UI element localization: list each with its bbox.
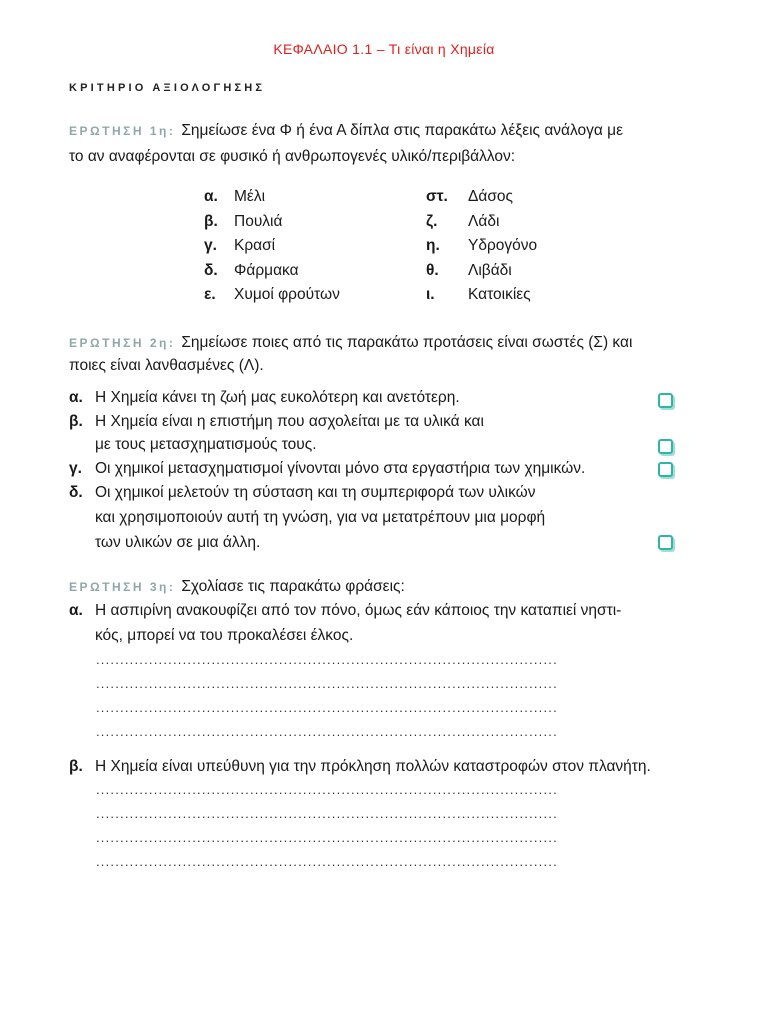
question-1-line-1: ΕΡΩΤΗΣΗ 1η: Σημείωσε ένα Φ ή ένα Α δίπλα στις παρακάτω λέξεις ανάλογα με [69,122,623,139]
statement-line: δ. Οι χημικοί μελετούν τη σύσταση και τη συμπεριφορά των υλικών [69,484,536,501]
material-left-item: γ. Κρασί [204,237,276,254]
answer-dotted-line[interactable]: ................................................................................................ [96,854,558,869]
material-right-item: στ. Δάσος [426,188,513,205]
question-1-label: ΕΡΩΤΗΣΗ 1η: [69,124,176,138]
answer-dotted-line[interactable]: ................................................................................................ [96,724,558,739]
question-2-line-1: ΕΡΩΤΗΣΗ 2η: Σημείωσε ποιες από τις παρακάτω προτάσεις είναι σωστές (Σ) και [69,334,633,351]
assessment-title: ΚΡΙΤΗΡΙΟ ΑΞΙΟΛΟΓΗΣΗΣ [69,82,266,94]
question-3-a-line-1: α. Η ασπιρίνη ανακουφίζει από τον πόνο, όμως εάν κάποιος την καταπιεί νηστι- [69,602,622,619]
statement-line: και χρησιμοποιούν αυτή τη γνώση, για να μετατρέπουν μια μορφή [95,509,546,526]
material-right-item: θ. Λιβάδι [426,261,512,279]
answer-dotted-line[interactable]: ................................................................................................ [96,830,558,845]
material-right-item: ζ. Λάδι [426,212,500,230]
question-2-label: ΕΡΩΤΗΣΗ 2η: [69,336,176,350]
statement-line: γ. Οι χημικοί μετασχηματισμοί γίνονται μόνο στα εργαστήρια των χημικών. [69,460,586,477]
statement-line: α. Η Χημεία κάνει τη ζωή μας ευκολότερη και ανετότερη. [69,389,460,406]
answer-checkbox-b[interactable] [658,439,673,454]
answer-checkbox-d[interactable] [658,535,673,550]
answer-checkbox-c[interactable] [658,462,673,477]
question-3-line-1: ΕΡΩΤΗΣΗ 3η: Σχολίασε τις παρακάτω φράσεις: [69,578,405,595]
answer-dotted-line[interactable]: ................................................................................................ [96,652,558,667]
material-left-item: β. Πουλιά [204,212,283,230]
question-2-line-2: ποιες είναι λανθασμένες (Λ). [69,357,264,374]
statement-line: με τους μετασχηματισμούς τους. [95,436,317,453]
answer-dotted-line[interactable]: ................................................................................................ [96,806,558,821]
answer-dotted-line[interactable]: ................................................................................................ [96,676,558,691]
question-3-b-line-1: β. Η Χημεία είναι υπεύθυνη για την πρόκληση πολλών καταστροφών στον πλανήτη. [69,758,651,775]
material-left-item: δ. Φάρμακα [204,261,299,279]
chapter-header: ΚΕΦΑΛΑΙΟ 1.1 – Τι είναι η Χημεία [273,41,495,57]
statement-line: β. Η Χημεία είναι η επιστήμη που ασχολείται με τα υλικά και [69,413,484,430]
material-right-item: η. Υδρογόνο [426,237,538,254]
material-left-item: ε. Χυμοί φρούτων [204,286,340,303]
material-right-item: ι. Κατοικίες [426,286,531,303]
material-left-item: α. Μέλι [204,188,266,205]
question-3-a-line-2: κός, μπορεί να του προκαλέσει έλκος. [95,627,354,644]
answer-checkbox-a[interactable] [658,393,673,408]
answer-dotted-line[interactable]: ................................................................................................ [96,700,558,715]
question-1-line-2: το αν αναφέρονται σε φυσικό ή ανθρωπογενές υλικό/περιβάλλον: [69,148,516,165]
statement-line: των υλικών σε μια άλλη. [95,534,261,551]
answer-dotted-line[interactable]: ................................................................................................ [96,782,558,797]
question-3-label: ΕΡΩΤΗΣΗ 3η: [69,580,176,594]
